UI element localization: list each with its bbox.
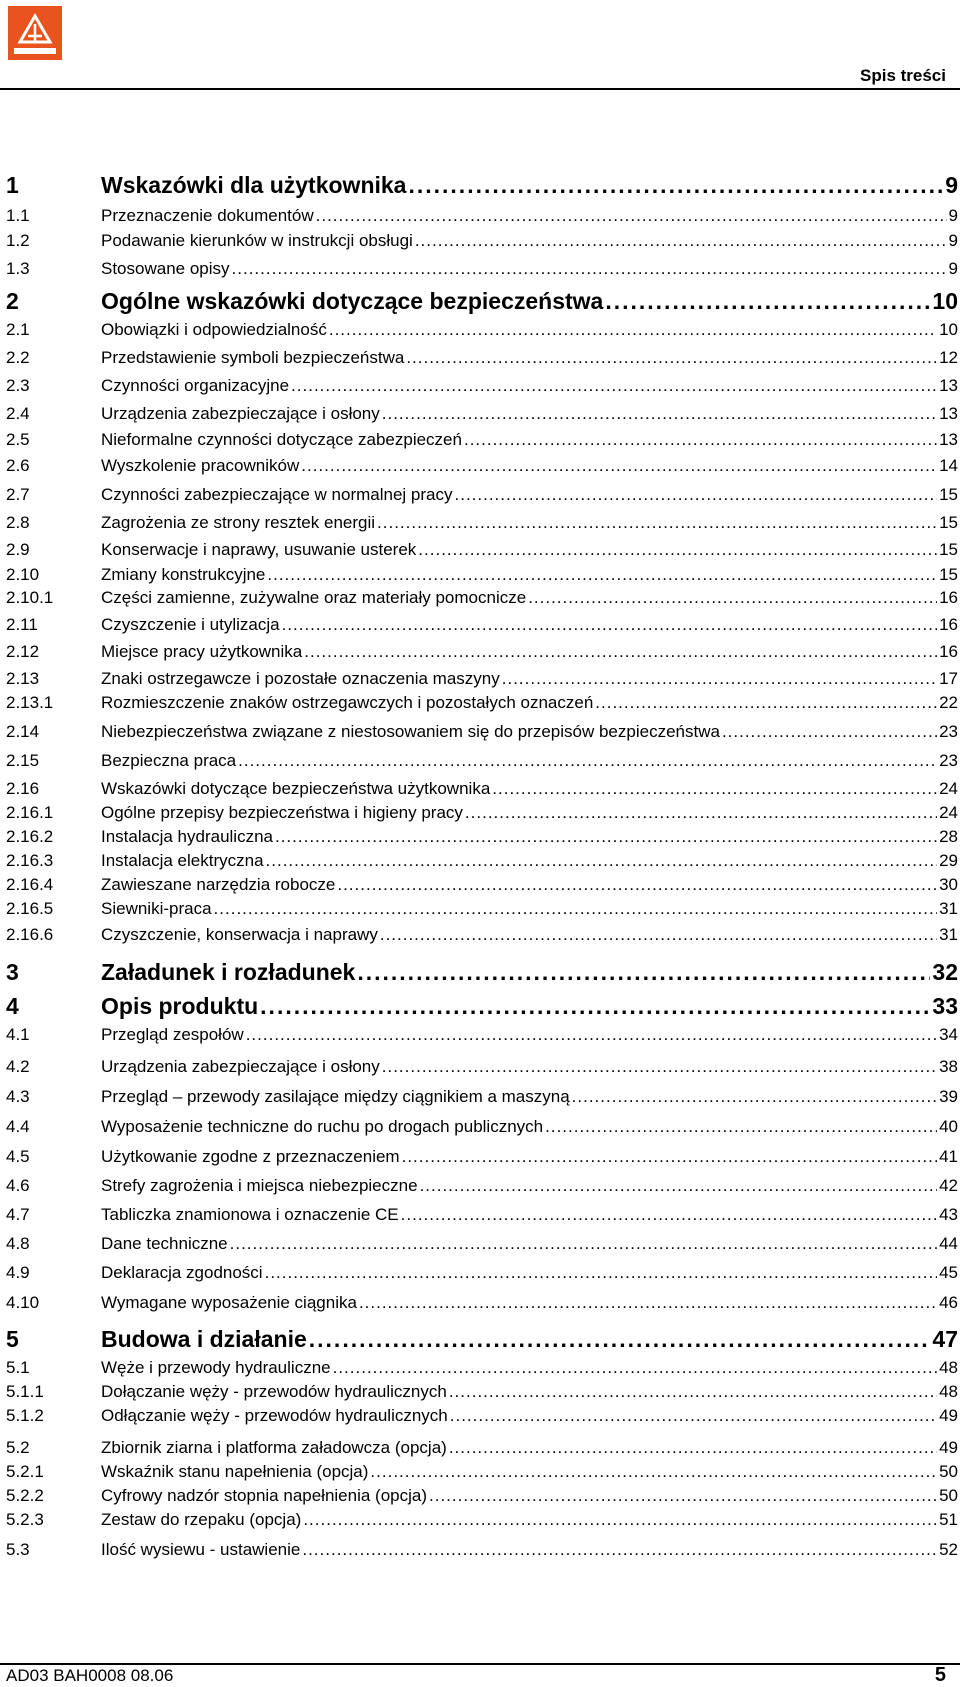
toc-dot-leader [429,1486,937,1506]
toc-entry-title: Wskaźnik stanu napełnienia (opcja) [101,1462,369,1481]
toc-entry-page: 31 [939,899,958,918]
toc-entry-number: 4.6 [6,1176,30,1195]
toc-entry-title: Ogólne wskazówki dotyczące bezpieczeństwa [101,288,604,314]
toc-entry-page: 12 [939,348,958,367]
toc-entry[interactable] [6,172,960,198]
toc-entry-title: Przegląd zespołów [101,1025,244,1044]
toc-entry-number: 2.16.1 [6,803,54,822]
toc-entry-number: 2.16.5 [6,899,54,918]
toc-entry[interactable] [6,642,960,662]
amazone-logo-icon [8,6,62,60]
toc-entry-page: 23 [939,751,958,770]
toc-dot-leader [406,348,937,368]
toc-dot-leader [359,1293,937,1313]
toc-entry-page: 17 [939,669,958,688]
toc-entry-number: 2.16 [6,779,40,798]
toc-entry-number: 2.11 [6,615,38,634]
toc-entry-page: 16 [939,642,958,661]
toc-dot-leader [449,1382,937,1402]
toc-entry-title: Wyposażenie techniczne do ruchu po drogach publicznych [101,1117,544,1136]
toc-entry-title: Odłączanie węży - przewodów hydraulicznych [101,1406,448,1425]
toc-entry-page: 24 [939,803,958,822]
toc-entry-number: 1 [6,172,19,198]
toc-entry[interactable] [6,231,960,251]
toc-entry-title: Rozmieszczenie znaków ostrzegawczych i pozostałych oznaczeń [101,693,594,712]
toc-dot-leader [572,1087,937,1107]
toc-entry-number: 4.5 [6,1147,30,1166]
toc-entry-title: Wyszkolenie pracowników [101,456,300,475]
toc-dot-leader [382,1057,937,1077]
toc-entry-number: 2.6 [6,456,30,475]
toc-entry-page: 48 [939,1358,958,1377]
toc-entry-number: 2.2 [6,348,30,367]
toc-entry-page: 49 [939,1438,958,1457]
amazone-logo [8,6,62,60]
toc-entry-page: 44 [939,1234,958,1253]
toc-entry[interactable] [6,404,960,424]
toc-entry-title: Zestaw do rzepaku (opcja) [101,1510,302,1529]
toc-entry-number: 5.2.1 [6,1462,44,1481]
toc-entry-number: 1.2 [6,231,30,250]
toc-entry[interactable] [6,348,960,368]
toc-entry[interactable] [6,1438,960,1458]
toc-dot-leader [595,693,937,713]
toc-entry[interactable] [6,513,960,533]
toc-dot-leader [260,993,930,1019]
toc-entry[interactable] [6,1025,960,1045]
toc-entry[interactable] [6,1234,960,1254]
toc-entry[interactable] [6,1117,960,1137]
toc-entry-number: 2.8 [6,513,30,532]
toc-entry-title: Przedstawienie symboli bezpieczeństwa [101,348,405,367]
toc-entry-page: 31 [939,925,958,944]
toc-dot-leader [455,485,938,505]
toc-entry[interactable] [6,565,960,585]
toc-entry-number: 2.16.4 [6,875,54,894]
toc-entry-number: 2.7 [6,485,30,504]
toc-entry-title: Wskazówki dotyczące bezpieczeństwa użytkownika [101,779,491,798]
toc-entry[interactable] [6,1406,960,1426]
toc-entry-title: Dane techniczne [101,1234,228,1253]
document-code: AD03 BAH0008 08.06 [6,1666,174,1685]
toc-entry-number: 5.3 [6,1540,30,1559]
toc-dot-leader [370,1462,937,1482]
toc-entry-title: Części zamienne, zużywalne oraz materiały pomocnicze [101,588,527,607]
toc-entry-page: 50 [939,1462,958,1481]
toc-entry-number: 2.13 [6,669,40,688]
toc-entry-title: Cyfrowy nadzór stopnia napełnienia (opcja) [101,1486,428,1505]
toc-entry-page: 38 [939,1057,958,1076]
toc-entry[interactable] [6,1510,960,1530]
toc-entry-page: 30 [939,875,958,894]
toc-entry-title: Czyszczenie i utylizacja [101,615,280,634]
toc-entry[interactable] [6,1382,960,1402]
toc-entry[interactable] [6,722,960,742]
toc-entry[interactable] [6,1358,960,1378]
toc-entry-number: 2.5 [6,430,30,449]
toc-dot-leader [302,1540,937,1560]
toc-dot-leader [408,172,943,198]
toc-dot-leader [265,1263,937,1283]
toc-entry-page: 23 [939,722,958,741]
toc-entry-title: Czyszczenie, konserwacja i naprawy [101,925,378,944]
toc-dot-leader [502,669,937,689]
toc-entry-page: 13 [939,376,958,395]
toc-dot-leader [465,803,937,823]
toc-entry[interactable] [6,430,960,450]
toc-entry-page: 50 [939,1486,958,1505]
toc-entry-page: 51 [939,1510,958,1529]
toc-dot-leader [214,899,938,919]
toc-entry[interactable] [6,485,960,505]
toc-dot-leader [605,288,930,314]
toc-dot-leader [309,1326,931,1352]
page-number: 5 [934,1664,946,1686]
toc-entry-title: Zbiornik ziarna i platforma załadowcza (opcja) [101,1438,447,1457]
toc-entry-page: 9 [948,259,958,278]
toc-entry-page: 13 [939,430,958,449]
toc-entry-page: 41 [939,1147,958,1166]
toc-entry-title: Strefy zagrożenia i miejsca niebezpieczne [101,1176,418,1195]
toc-dot-leader [415,231,947,251]
toc-entry-number: 4.3 [6,1087,30,1106]
toc-entry-number: 5.2.2 [6,1486,44,1505]
toc-entry-title: Obowiązki i odpowiedzialność [101,320,327,339]
toc-entry-page: 45 [939,1263,958,1282]
toc-entry-title: Wskazówki dla użytkownika [101,172,407,198]
toc-entry[interactable] [6,1176,960,1196]
toc-entry[interactable] [6,540,960,560]
toc-entry-page: 47 [932,1326,958,1352]
toc-entry-title: Instalacja elektryczna [101,851,264,870]
toc-entry-number: 2.15 [6,751,40,770]
toc-entry-title: Budowa i działanie [101,1326,307,1352]
toc-entry-number: 4.2 [6,1057,30,1076]
toc-entry[interactable] [6,669,960,689]
toc-entry-number: 1.1 [6,206,30,225]
toc-entry-title: Zagrożenia ze strony resztek energii [101,513,376,532]
toc-dot-leader [401,1205,937,1225]
toc-entry[interactable] [6,1263,960,1283]
toc-entry-number: 5.1.2 [6,1406,44,1425]
toc-entry-title: Miejsce pracy użytkownika [101,642,303,661]
toc-dot-leader [230,1234,937,1254]
footer-divider [0,1663,960,1665]
toc-entry-number: 2.10 [6,565,40,584]
toc-entry[interactable] [6,959,960,985]
toc-entry-page: 16 [939,615,958,634]
toc-entry[interactable] [6,1087,960,1107]
toc-dot-leader [377,513,937,533]
toc-entry-title: Zawieszane narzędzia robocze [101,875,336,894]
toc-entry-page: 33 [932,993,958,1019]
toc-entry-number: 4.8 [6,1234,30,1253]
toc-entry-page: 39 [939,1087,958,1106]
toc-entry[interactable] [6,1147,960,1167]
toc-entry-number: 4.9 [6,1263,30,1282]
toc-entry-number: 5.2.3 [6,1510,44,1529]
toc-entry[interactable] [6,925,960,945]
toc-dot-leader [329,320,937,340]
toc-entry-title: Czynności zabezpieczające w normalnej pracy [101,485,453,504]
toc-entry-title: Użytkowanie zgodne z przeznaczeniem [101,1147,400,1166]
toc-entry-title: Bezpieczna praca [101,751,237,770]
toc-entry-number: 5.1 [6,1358,30,1377]
toc-entry-page: 43 [939,1205,958,1224]
toc-entry-title: Znaki ostrzegawcze i pozostałe oznaczenia maszyny [101,669,500,688]
toc-entry-number: 4.1 [6,1025,30,1044]
toc-entry[interactable] [6,899,960,919]
toc-entry-number: 2.3 [6,376,30,395]
toc-entry-number: 2.13.1 [6,693,54,712]
toc-entry-title: Zmiany konstrukcyjne [101,565,266,584]
toc-entry-title: Podawanie kierunków w instrukcji obsługi [101,231,413,250]
toc-dot-leader [333,1358,937,1378]
toc-dot-leader [492,779,937,799]
toc-entry-title: Dołączanie węży - przewodów hydraulicznych [101,1382,447,1401]
toc-entry-page: 42 [939,1176,958,1195]
toc-entry[interactable] [6,456,960,476]
toc-dot-leader [722,722,937,742]
toc-entry-title: Nieformalne czynności dotyczące zabezpieczeń [101,430,462,449]
toc-entry-page: 15 [939,485,958,504]
toc-dot-leader [275,827,937,847]
toc-entry-page: 28 [939,827,958,846]
toc-dot-leader [464,430,937,450]
toc-entry[interactable] [6,827,960,847]
toc-entry[interactable] [6,693,960,713]
toc-dot-leader [337,875,937,895]
toc-dot-leader [382,404,937,424]
toc-entry-title: Konserwacje i naprawy, usuwanie usterek [101,540,417,559]
toc-dot-leader [267,565,937,585]
toc-entry-number: 2.16.3 [6,851,54,870]
toc-entry-page: 46 [939,1293,958,1312]
toc-entry[interactable] [6,779,960,799]
toc-dot-leader [304,642,937,662]
toc-dot-leader [266,851,938,871]
toc-entry-title: Niebezpieczeństwa związane z niestosowaniem się do przepisów bezpieczeństwa [101,722,720,741]
toc-entry-number: 1.3 [6,259,30,278]
toc-entry[interactable] [6,588,960,608]
toc-entry[interactable] [6,851,960,871]
toc-dot-leader [380,925,937,945]
toc-entry[interactable] [6,1540,960,1560]
toc-dot-leader [232,259,947,279]
toc-entry-number: 2.14 [6,722,40,741]
toc-entry-number: 2.1 [6,320,30,339]
toc-entry[interactable] [6,615,960,635]
toc-entry[interactable] [6,803,960,823]
toc-entry[interactable] [6,376,960,396]
toc-entry-page: 49 [939,1406,958,1425]
toc-entry[interactable] [6,1057,960,1077]
toc-entry-number: 2.9 [6,540,30,559]
toc-entry-title: Siewniki-praca [101,899,212,918]
toc-entry[interactable] [6,1205,960,1225]
toc-entry-page: 15 [939,540,958,559]
header-divider [0,88,960,90]
toc-entry-page: 13 [939,404,958,423]
toc-dot-leader [402,1147,937,1167]
toc-entry-page: 10 [932,288,958,314]
toc-entry-page: 32 [932,959,958,985]
toc-entry-title: Czynności organizacyjne [101,376,290,395]
toc-entry[interactable] [6,288,960,314]
toc-entry-title: Urządzenia zabezpieczające i osłony [101,404,380,423]
toc-entry-page: 9 [948,231,958,250]
toc-dot-leader [357,959,930,985]
toc-entry-page: 48 [939,1382,958,1401]
toc-entry-page: 9 [948,206,958,225]
toc-entry-title: Urządzenia zabezpieczające i osłony [101,1057,380,1076]
toc-entry[interactable] [6,206,960,226]
toc-entry-title: Załadunek i rozładunek [101,959,356,985]
toc-entry[interactable] [6,320,960,340]
toc-entry-number: 5.1.1 [6,1382,44,1401]
toc-entry[interactable] [6,751,960,771]
toc-entry[interactable] [6,875,960,895]
toc-entry-title: Stosowane opisy [101,259,230,278]
toc-entry[interactable] [6,259,960,279]
toc-entry-page: 22 [939,693,958,712]
toc-entry-page: 52 [939,1540,958,1559]
toc-dot-leader [420,1176,938,1196]
page-header-title: Spis treści [860,66,946,85]
toc-entry-title: Wymagane wyposażenie ciągnika [101,1293,357,1312]
toc-entry-title: Ilość wysiewu - ustawienie [101,1540,301,1559]
toc-dot-leader [246,1025,937,1045]
toc-dot-leader [450,1406,937,1426]
toc-entry-number: 2.4 [6,404,30,423]
toc-entry-number: 4 [6,993,19,1019]
toc-entry[interactable] [6,993,960,1019]
toc-entry-number: 4.7 [6,1205,30,1224]
toc-entry-page: 14 [939,456,958,475]
toc-entry[interactable] [6,1486,960,1506]
toc-entry-page: 40 [939,1117,958,1136]
toc-entry-title: Przeznaczenie dokumentów [101,206,314,225]
toc-entry-page: 34 [939,1025,958,1044]
toc-entry-number: 5 [6,1326,19,1352]
toc-entry-number: 4.4 [6,1117,30,1136]
toc-dot-leader [545,1117,937,1137]
toc-entry-title: Ogólne przepisy bezpieczeństwa i higieny pracy [101,803,463,822]
toc-entry-number: 2.10.1 [6,588,54,607]
toc-entry-number: 2 [6,288,19,314]
toc-dot-leader [418,540,937,560]
toc-entry-title: Przegląd – przewody zasilające między ciągnikiem a maszyną [101,1087,570,1106]
toc-entry-title: Tabliczka znamionowa i oznaczenie CE [101,1205,399,1224]
toc-dot-leader [303,1510,937,1530]
toc-entry-page: 24 [939,779,958,798]
toc-entry-number: 3 [6,959,19,985]
toc-entry-title: Węże i przewody hydrauliczne [101,1358,331,1377]
toc-dot-leader [316,206,947,226]
toc-entry[interactable] [6,1462,960,1482]
toc-dot-leader [528,588,937,608]
toc-entry-title: Instalacja hydrauliczna [101,827,273,846]
toc-entry-page: 15 [939,513,958,532]
toc-entry-number: 5.2 [6,1438,30,1457]
toc-entry-page: 29 [939,851,958,870]
toc-dot-leader [291,376,937,396]
toc-entry-page: 15 [939,565,958,584]
toc-entry-number: 2.12 [6,642,40,661]
toc-entry-page: 9 [945,172,958,198]
toc-entry-number: 2.16.6 [6,925,54,944]
toc-dot-leader [282,615,938,635]
toc-entry-page: 16 [939,588,958,607]
toc-entry[interactable] [6,1293,960,1313]
toc-entry[interactable] [6,1326,960,1352]
toc-entry-title: Deklaracja zgodności [101,1263,263,1282]
toc-dot-leader [238,751,937,771]
toc-entry-title: Opis produktu [101,993,259,1019]
toc-dot-leader [449,1438,937,1458]
toc-entry-page: 10 [939,320,958,339]
toc-entry-number: 4.10 [6,1293,40,1312]
toc-entry-number: 2.16.2 [6,827,54,846]
toc-dot-leader [301,456,937,476]
